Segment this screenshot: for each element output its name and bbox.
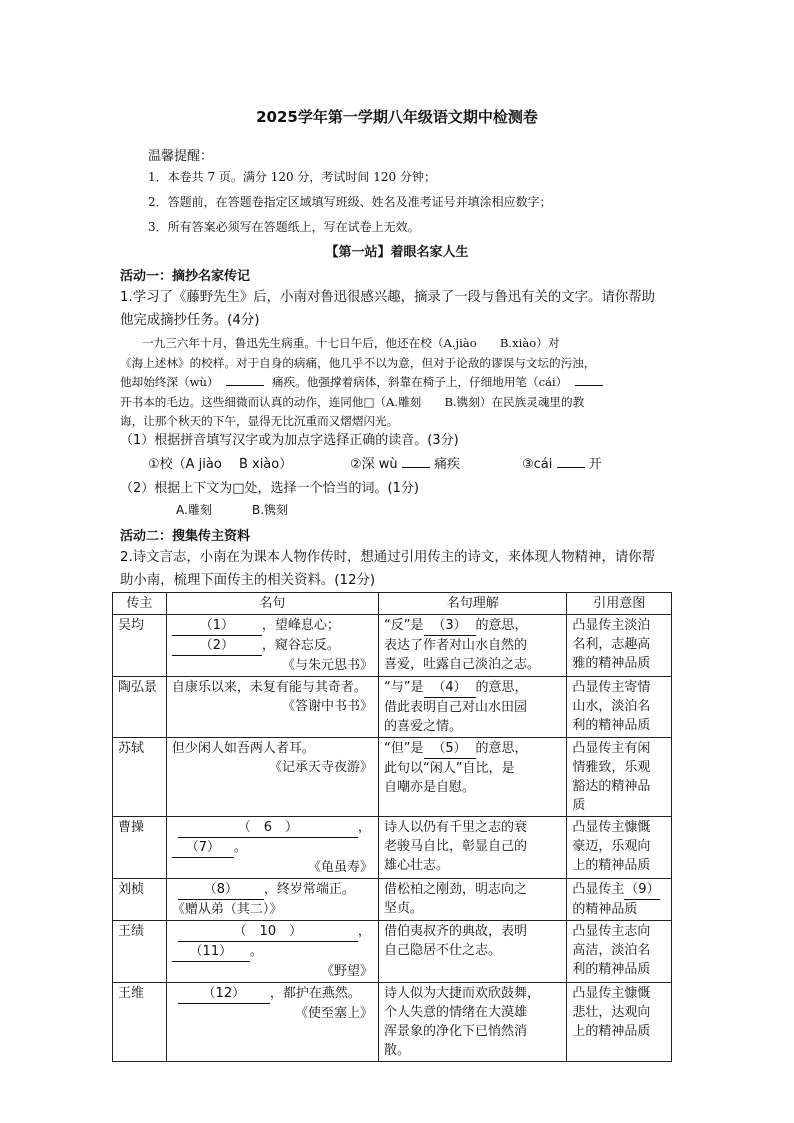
intent-text: 凸显传主有闲 [572,741,651,756]
table-row [113,879,672,921]
intent-cell [567,983,672,1062]
activity2-title: 活动二：搜集传主资料 [120,529,251,544]
intent-text: 凸显传主志向 [572,924,651,939]
question1-line: 1.学习了《藤野先生》后，小南对鲁迅很感兴趣，摘录了一段与鲁迅有关的文字。请你帮助 [120,290,656,305]
passage-line: 《海上述林》的校样。对于自身的病痛，他几乎不以为意，但对于论敌的谬误与文坛的污浊， [120,355,596,370]
option-1: ①校（A jiào B xiào） [148,457,293,472]
meaning-cell [379,879,567,921]
column-header: 名句理解 [379,593,567,615]
intent-cell [567,677,672,738]
station-heading: 【第一站】着眼名家人生 [325,245,469,260]
table-row [113,983,672,1062]
meaning-text: 诗人似为大捷而欢欣鼓舞， [384,986,541,1001]
answer-blank[interactable]: （2） [172,636,262,656]
column-header: 引用意图 [567,593,672,615]
passage-text: 他却始终深（wù） [120,375,219,389]
intent-text: 凸显传主淡泊 [572,618,651,633]
passage-text: 痛疾。他强撑着病体，斜靠在椅子上，仔细地用笔（cái） [271,375,568,389]
table-row [113,615,672,677]
tips-heading: 温馨提醒： [148,149,214,164]
meaning-text: 自己隐居不仕之志。 [384,943,502,958]
intent-cell [567,615,672,677]
meaning-text: 个人失意的情绪在大漠雄 [384,1005,528,1020]
intent-cell [567,738,672,817]
passage-line: 开书本的毛边。这些细微而认真的动作，连同他□（A.雕刻 B.镌刻）在民族灵魂里的教 [120,394,585,409]
quote-text: ，望峰息心； [261,618,340,633]
quote-text: ，都护在燕然。 [269,986,361,1001]
quote-cell [166,921,378,983]
subquestion-1: （1）根据拼音填写汉字或为加点字选择正确的读音。(3分) [120,433,459,448]
table-header-row [113,593,672,615]
intent-text: 名利，志趣高 [572,637,651,652]
quote-text: ，窥谷忘反。 [261,638,340,653]
quote-text: 但少闲人如吾两人者耳。 [171,741,315,756]
answer-blank[interactable]: （8） [178,880,264,900]
answer-blank[interactable] [226,373,264,386]
answer-blank[interactable] [557,455,585,468]
meaning-text: 的意思， [475,618,528,633]
answer-blank[interactable] [402,455,430,468]
column-header: 名句 [166,593,378,615]
meaning-text: “但”是 [384,741,424,756]
option-text: 痛疾 [433,457,460,472]
meaning-text: 此句以“闲人”自比，是 [384,761,515,776]
author-cell: 吴均 [113,615,167,677]
meaning-text: 借此表明自己对山水田园 [384,700,528,715]
intent-cell [567,879,672,921]
biography-table [112,592,672,1062]
quote-cell [166,817,378,879]
intent-text: 悲壮，达观向 [572,1005,651,1020]
source-title: 《龟虽寿》 [308,860,374,875]
meaning-text: 借松柏之刚劲，明志向之 [384,882,528,897]
option-text: 开 [588,457,602,472]
option-2 [350,453,460,472]
page-title: 2025学年第一学期八年级语文期中检测卷 [256,108,538,126]
table-row [113,817,672,879]
passage-line: 诲，让那个秋天的下午，显得无比沉重而又熠熠闪光。 [120,414,399,428]
quote-cell [166,879,378,921]
meaning-text: 的喜爱之情。 [384,719,463,734]
answer-blank[interactable]: （5） [424,739,476,759]
meaning-text: 诗人以仍有千里之志的衰 [384,820,528,835]
answer-blank[interactable]: （ 10 ） [178,922,358,942]
question1-prompt [120,286,680,332]
intent-text: 上的精神品质 [572,1024,651,1039]
author-cell: 王维 [113,983,167,1062]
tip-item: 3．所有答案必须写在答题纸上，写在试卷上无效。 [148,220,420,234]
activity1-title: 活动一：摘抄名家传记 [120,269,251,284]
meaning-text: 雄心壮志。 [384,858,450,873]
quote-text: ，终岁常端正。 [263,882,355,897]
answer-blank[interactable]: （7） [172,838,234,858]
meaning-text: 浑景象的净化下已悄然消 [384,1024,528,1039]
meaning-text: 坚贞。 [384,901,424,916]
meaning-text: 自嘲亦是自慰。 [384,780,476,795]
intent-text: 的精神品质 [572,902,638,917]
tip-item: 1．本卷共 7 页。满分 120 分，考试时间 120 分钟； [148,170,436,184]
option-text: ②深 wù [350,457,398,472]
meaning-text: 借伯夷叔齐的典故，表明 [384,924,528,939]
intent-cell [567,817,672,879]
answer-blank[interactable]: （9） [624,880,660,900]
intent-text: 豁达的精神品 [572,779,651,794]
author-cell: 王绩 [113,921,167,983]
quote-cell [166,983,378,1062]
passage-line: 一九三六年十月，鲁迅先生病重。十七日午后，他还在校（A.jiào B.xiào）对 [142,336,560,350]
intent-text: 凸显传主寄情 [572,680,651,695]
table-row [113,677,672,738]
source-title: 《答谢中书书》 [282,699,374,714]
intent-text: 利的精神品质 [572,718,651,733]
quote-text: ， [357,924,371,939]
choice-a: A.雕刻 [176,503,212,517]
meaning-cell [379,738,567,817]
intent-text: 凸显传主慷慨 [572,820,651,835]
column-header: 传主 [113,593,167,615]
intent-text: 高洁，淡泊名 [572,943,651,958]
source-title: 《记承天寺夜游》 [269,760,374,775]
intent-text: 上的精神品质 [572,858,651,873]
meaning-cell [379,817,567,879]
choice-b: B.镌刻 [252,503,289,517]
meaning-text: 散。 [384,1043,411,1058]
source-title: 《与朱元思书》 [282,658,374,673]
meaning-text: 喜爱，吐露自己淡泊之志。 [384,657,541,672]
question2-prompt [120,546,680,592]
table-row [113,921,672,983]
quote-text: 。 [249,944,263,959]
intent-text: 凸显传主慷慨 [572,986,651,1001]
author-cell: 曹操 [113,817,167,879]
answer-blank[interactable]: （1） [172,616,262,636]
quote-text: 自康乐以来，未复有能与其奇者。 [171,680,367,695]
quote-text: ， [357,820,371,835]
subquestion-2: （2）根据上下文为□处，选择一个恰当的词。(1分) [120,481,419,496]
answer-blank[interactable]: （4） [424,678,476,698]
intent-text: 豪迈，乐观向 [572,839,651,854]
table-row [113,738,672,817]
meaning-text: “反”是 [384,618,424,633]
source-title: 《赠从弟（其二）》 [171,902,283,917]
meaning-cell [379,921,567,983]
intent-text: 质 [572,798,586,813]
meaning-text: 老骏马自比，彰显自己的 [384,839,528,854]
meaning-text: 表达了作者对山水自然的 [384,638,528,653]
question2-line: 2.诗文言志，小南在为课本人物作传时，想通过引用传主的诗文，来体现人物精神，请你帮 [120,550,656,565]
option-text: ③cái [522,457,553,472]
intent-text: 山水，淡泊名 [572,699,651,714]
answer-blank[interactable]: （12） [178,984,270,1004]
question1-line: 他完成摘抄任务。(4分) [120,313,260,328]
answer-blank[interactable] [575,373,603,386]
author-cell: 苏轼 [113,738,167,817]
question2-line: 助小南，梳理下面传主的相关资料。(12分) [120,573,376,588]
author-cell: 刘桢 [113,879,167,921]
quote-cell [166,615,378,677]
answer-blank[interactable]: （11） [172,942,250,962]
intent-text: 情雅致，乐观 [572,760,651,775]
intent-text: 利的精神品质 [572,962,651,977]
meaning-cell [379,983,567,1062]
intent-text: 雅的精神品质 [572,656,651,671]
meaning-cell [379,615,567,677]
option-3 [522,453,602,472]
answer-blank[interactable]: （ 6 ） [178,818,358,838]
author-cell: 陶弘景 [113,677,167,738]
quote-cell [166,677,378,738]
meaning-cell [379,677,567,738]
source-title: 《使至塞上》 [295,1006,374,1021]
passage-line [120,373,675,393]
answer-blank[interactable]: （3） [424,616,476,636]
source-title: 《野望》 [321,964,374,979]
meaning-text: 的意思， [475,680,528,695]
meaning-text: “与”是 [384,680,424,695]
quote-cell [166,738,378,817]
excerpt-passage [120,334,675,432]
quote-text: 。 [233,840,247,855]
meaning-text: 的意思， [475,741,528,756]
intent-cell [567,921,672,983]
tip-item: 2．答题前，在答题卷指定区域填写班级、姓名及准考证号并填涂相应数字； [148,195,552,209]
intent-text: 凸显传主 [572,882,625,897]
